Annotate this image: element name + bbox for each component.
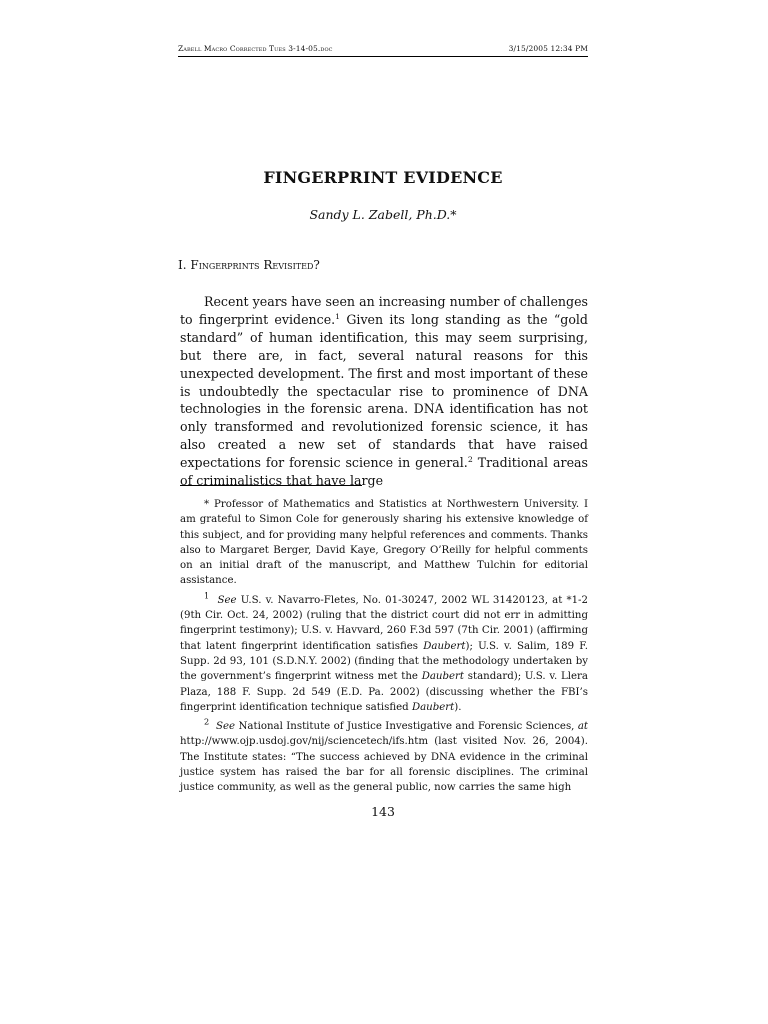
footnote-number: 1 bbox=[204, 590, 210, 601]
footnote-author bbox=[180, 497, 588, 589]
footnotes bbox=[180, 497, 588, 800]
signal-see: See bbox=[216, 721, 236, 733]
footnote-text: ); U.S. v. Salim, 189 F. Supp. 2d 93, 101 (S.D.N.Y. 2002) (finding that the methodology undertaken by the government’s fingerprint witness met the bbox=[180, 640, 588, 683]
signal-see: See bbox=[217, 594, 237, 606]
footnote-text: ). bbox=[454, 701, 462, 713]
body-text-segment: Given its long standing as the “gold standard” of human identification, this may seem surprising, but there are, in fact, several natural reasons for this unexpected development. The first and most important of these is undoubtedly the spectacular rise to prominence of DNA technologies in the forensic arena. DNA identification has not only transformed and revolutionized forensic science, it has also created a new set of standards that have raised expectations for forensic science in general. bbox=[180, 311, 588, 471]
footnote-ref-1[interactable]: 1 bbox=[335, 311, 341, 321]
section-heading bbox=[178, 258, 320, 272]
footnote-number: 2 bbox=[204, 716, 210, 727]
section-title: Fingerprints Revisited? bbox=[190, 258, 320, 272]
author-line bbox=[178, 207, 588, 222]
header-timestamp: 3/15/2005 12:34 PM bbox=[508, 44, 588, 53]
case-name: Daubert bbox=[423, 640, 466, 652]
footnote-text: National Institute of Justice Investigative and Forensic Sciences, bbox=[235, 721, 578, 733]
footnote-ref-2[interactable]: 2 bbox=[467, 454, 473, 464]
author-name: Sandy L. Zabell, Ph.D. bbox=[309, 207, 451, 222]
running-header bbox=[178, 44, 588, 57]
signal-at: at bbox=[577, 721, 588, 733]
page-number: 143 bbox=[371, 804, 395, 819]
footnote-text: * Professor of Mathematics and Statistics at Northwestern University. I am grateful to Simon Cole for generously sharing his extensive knowledge of this subject, and for providing many helpful references and comments. Thanks also to Margaret Berger, David Kaye, Gregory O’Reilly for helpful comments on an initial draft of the manuscript, and Matthew Tulchin for editorial assistance. bbox=[180, 499, 588, 587]
footnote-text: U.S. v. Navarro-Fletes, No. 01-30247, 2002 WL 31420123, at *1-2 (9th Cir. Oct. 24, 2002) (ruling that the district court did not err in admitting fingerprint testimony); U.S. v. Havvard, 260 F.3d 597 (7th Cir. 2001) (affirming that latent fingerprint identification satisfies bbox=[180, 594, 588, 652]
section-number: I. bbox=[178, 258, 187, 272]
author-footnote-mark: * bbox=[450, 207, 457, 222]
case-name: Daubert bbox=[411, 701, 455, 713]
footnote-divider bbox=[180, 485, 362, 486]
footnote-2 bbox=[180, 716, 588, 795]
body-text-segment: Recent years have seen an increasing number of challenges to fingerprint evidence. bbox=[180, 294, 588, 327]
body-text-segment: Traditional areas of criminalistics that have large bbox=[180, 455, 589, 489]
case-name: Daubert bbox=[421, 671, 465, 683]
footnote-text: http://www.ojp.usdoj.gov/nij/sciencetech/ifs.htm (last visited Nov. 26, 2004). The Institute states: “The success achieved by DNA evidence in the criminal justice system has raised the bar for all forensic disciplines. The criminal justice community, as well as the general public, now carries the same high bbox=[180, 736, 588, 794]
footnote-text: standard); U.S. v. Llera Plaza, 188 F. Supp. 2d 549 (E.D. Pa. 2002) (discussing whether the FBI’s fingerprint identification technique satisfied bbox=[180, 671, 588, 713]
article-title: FINGERPRINT EVIDENCE bbox=[263, 168, 503, 187]
header-filename: Zabell Macro Corrected Tues 3-14-05.doc bbox=[178, 44, 333, 53]
footnote-1 bbox=[180, 590, 588, 715]
body-paragraph bbox=[180, 293, 588, 490]
